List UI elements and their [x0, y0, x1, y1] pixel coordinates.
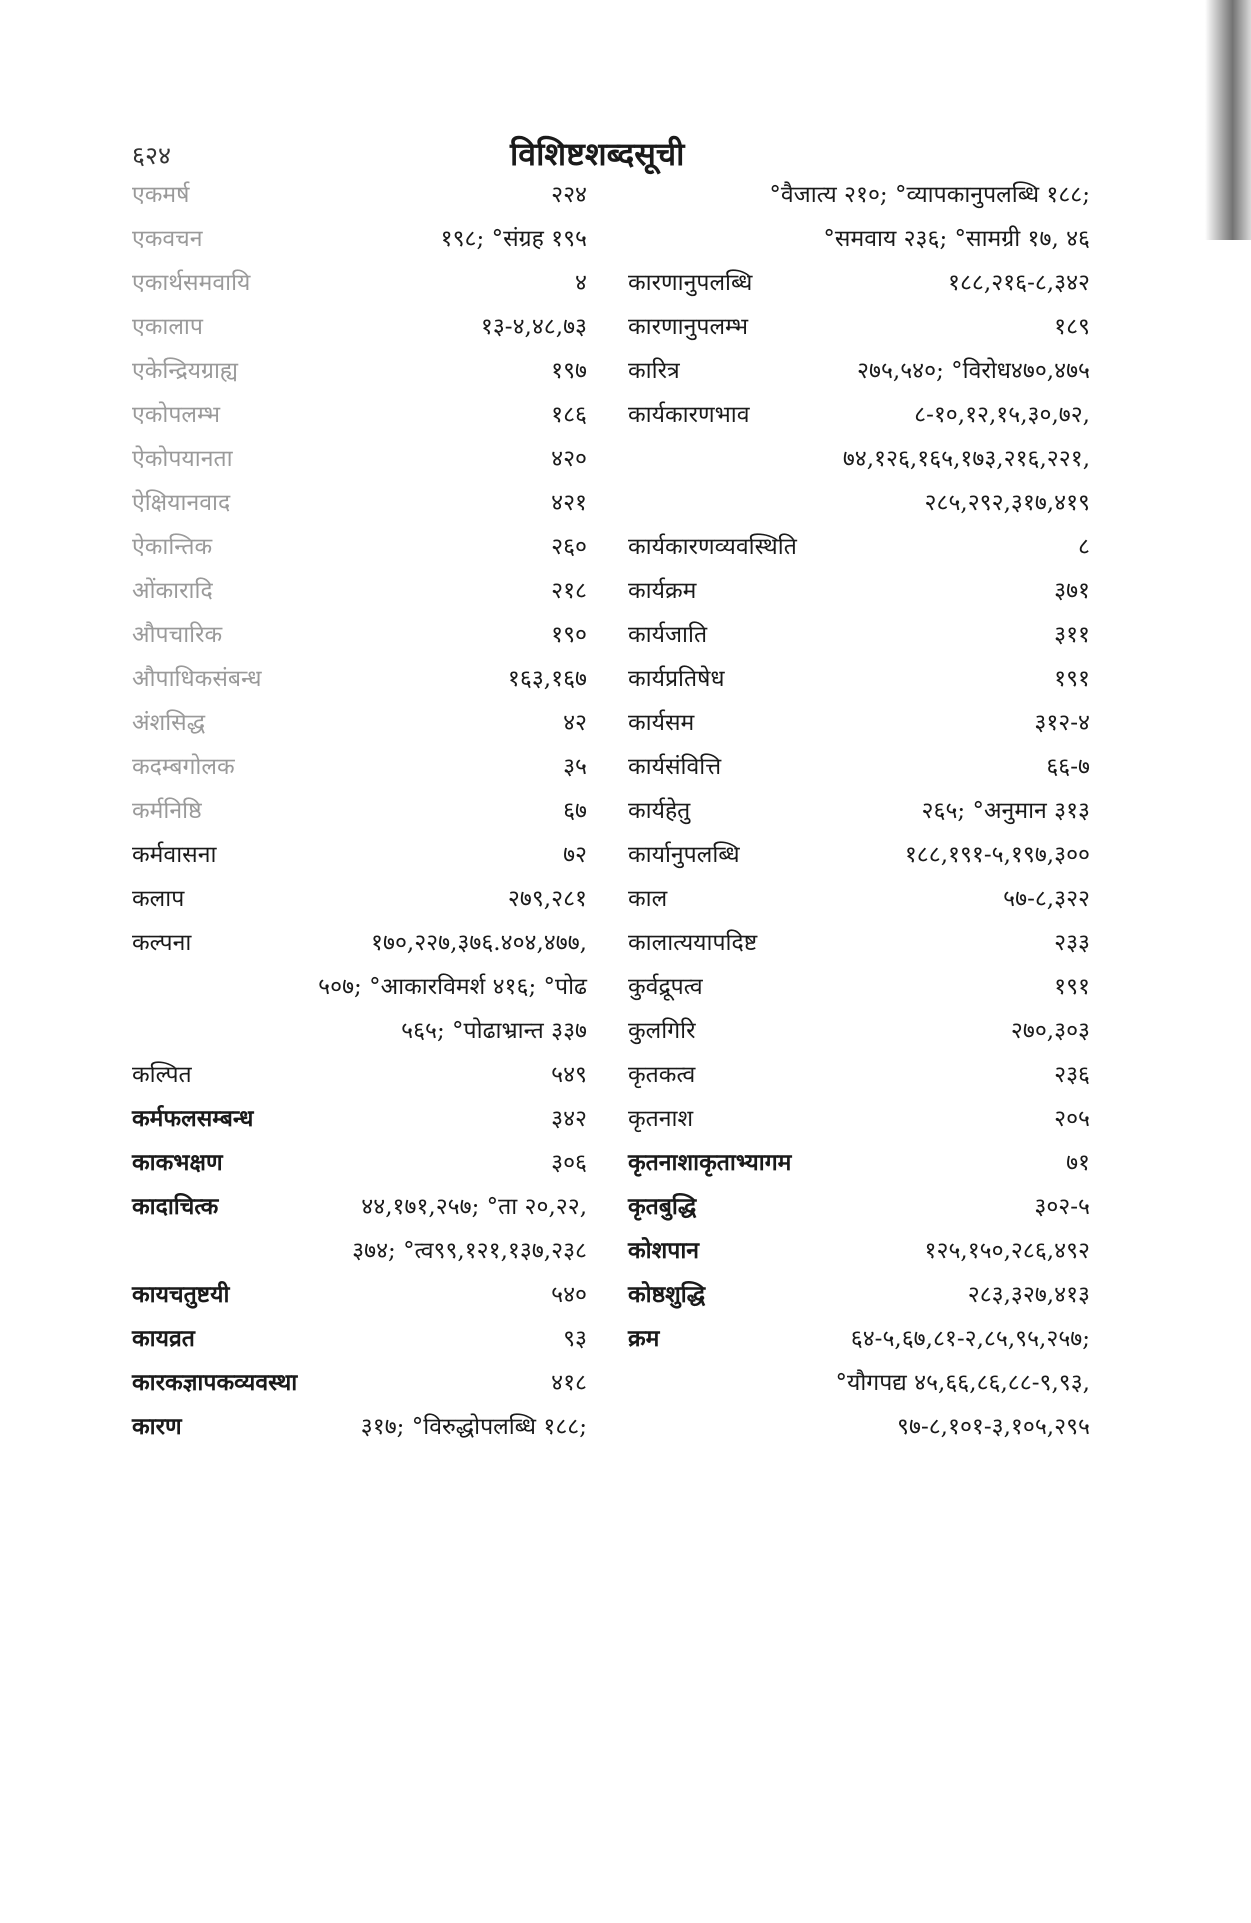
index-refs: २६० — [551, 534, 587, 560]
index-term: कारण — [132, 1413, 182, 1440]
index-refs: ८ — [1078, 534, 1090, 560]
index-term: कायचतुष्टयी — [132, 1281, 230, 1308]
index-refs: २६५; °अनुमान ३१३ — [921, 798, 1090, 824]
index-term: एकेन्द्रियग्राह्य — [132, 358, 239, 384]
index-term: क्रम — [628, 1325, 660, 1352]
index-refs: ४१८ — [551, 1370, 587, 1396]
index-term: कार्यक्रम — [628, 578, 697, 604]
index-refs: ३१७; °विरुद्धोपलब्धि १८८; — [360, 1414, 587, 1440]
index-refs: ६६-७ — [1046, 754, 1090, 780]
scan-edge-mark — [1205, 0, 1251, 240]
index-term: कृतबुद्धि — [628, 1193, 697, 1220]
index-term: कुलगिरि — [628, 1018, 696, 1044]
index-term: एकोपलम्भ — [132, 402, 221, 428]
index-refs: २७५,५४०; °विरोध४७०,४७५ — [857, 358, 1090, 384]
index-term: कार्यहेतु — [628, 798, 691, 824]
index-refs: ३७१ — [1054, 578, 1090, 604]
index-refs: ५७-८,३२२ — [1003, 886, 1090, 912]
index-refs: १९७ — [551, 358, 587, 384]
index-term: औपचारिक — [132, 622, 223, 648]
index-term: कार्यप्रतिषेध — [628, 666, 725, 692]
index-term: काकभक्षण — [132, 1149, 223, 1176]
index-continuation: °समवाय २३६; °सामग्री १७, ४६ — [823, 226, 1090, 252]
index-refs: ३११ — [1054, 622, 1090, 648]
index-refs: ४२० — [551, 446, 587, 472]
index-term: कारणानुपलम्भ — [628, 314, 749, 340]
index-term: कलाप — [132, 886, 185, 912]
index-refs: ८-१०,१२,१५,३०,७२, — [914, 402, 1090, 428]
index-continuation: ३७४; °त्व९९,१२१,१३७,२३८ — [352, 1238, 587, 1264]
index-term: कोष्ठशुद्धि — [628, 1281, 706, 1308]
index-term: अंशसिद्ध — [132, 710, 206, 736]
index-refs: २१८ — [551, 578, 587, 604]
index-term: कादाचित्क — [132, 1193, 219, 1220]
index-term: कार्यजाति — [628, 622, 708, 648]
index-refs: ३१२-४ — [1034, 710, 1090, 736]
index-term: कल्पित — [132, 1062, 192, 1088]
index-term: कदम्बगोलक — [132, 754, 235, 780]
index-refs: १८९ — [1054, 314, 1090, 340]
page-number: ६२४ — [132, 141, 172, 170]
index-term: कारकज्ञापकव्यवस्था — [132, 1369, 298, 1396]
index-refs: १८८,२१६-८,३४२ — [948, 270, 1090, 296]
index-refs: १३-४,४८,७३ — [480, 314, 587, 340]
index-term: कृतकत्व — [628, 1062, 696, 1088]
index-refs: १७०,२२७,३७६.४०४,४७७, — [371, 930, 587, 956]
index-term: कार्यसंवित्ति — [628, 754, 722, 780]
index-continuation: ७४,१२६,१६५,१७३,२१६,२२१, — [842, 446, 1090, 472]
index-refs: ४२१ — [551, 490, 587, 516]
index-refs: १९८; °संग्रह १९५ — [440, 226, 587, 252]
index-refs: ४४,१७१,२५७; °ता २०,२२, — [361, 1194, 587, 1220]
index-term: काल — [628, 886, 668, 912]
index-refs: २२४ — [551, 182, 587, 208]
index-refs: २३६ — [1054, 1062, 1090, 1088]
index-term: कर्मफलसम्बन्ध — [132, 1105, 254, 1132]
index-term: एकार्थसमवायि — [132, 270, 251, 296]
index-refs: ४ — [575, 270, 587, 296]
index-term: एकमर्ष — [132, 182, 190, 208]
index-refs: १९१ — [1054, 666, 1090, 692]
index-term: कार्यकारणव्यवस्थिति — [628, 534, 797, 560]
index-term: कर्मनिष्ठि — [132, 798, 202, 824]
index-term: कोशपान — [628, 1237, 700, 1264]
index-refs: २७०,३०३ — [1010, 1018, 1090, 1044]
index-refs: २७९,२८१ — [507, 886, 587, 912]
index-continuation: °वैजात्य २१०; °व्यापकानुपलब्धि १८८; — [769, 182, 1090, 208]
index-term: कार्यसम — [628, 710, 695, 736]
index-term: ओंकारादि — [132, 578, 213, 604]
index-refs: ६४-५,६७,८१-२,८५,९५,२५७; — [850, 1326, 1090, 1352]
index-continuation: ५६५; °पोढाभ्रान्त ३३७ — [401, 1018, 587, 1044]
index-refs: २८३,३२७,४१३ — [967, 1282, 1090, 1308]
index-term: ऐकान्तिक — [132, 534, 213, 560]
index-refs: ४२ — [563, 710, 587, 736]
index-continuation: ९७-८,१०१-३,१०५,२९५ — [897, 1414, 1090, 1440]
index-term: ऐकोपयानता — [132, 446, 233, 472]
index-refs: ७१ — [1066, 1150, 1090, 1176]
index-refs: ५४९ — [551, 1062, 587, 1088]
index-term: कल्पना — [132, 930, 192, 956]
index-refs: २०५ — [1054, 1106, 1090, 1132]
index-refs: १८६ — [551, 402, 587, 428]
index-refs: १२५,१५०,२८६,४९२ — [924, 1238, 1090, 1264]
index-continuation: २८५,२९२,३१७,४१९ — [924, 490, 1090, 516]
index-refs: १८८,१९१-५,१९७,३०० — [904, 842, 1090, 868]
page-title: विशिष्टशब्दसूची — [510, 135, 685, 173]
index-term: कार्यकारणभाव — [628, 402, 750, 428]
index-refs: ३४२ — [551, 1106, 587, 1132]
index-refs: ७२ — [563, 842, 587, 868]
index-continuation: °यौगपद्य ४५,६६,८६,८८-९,९३, — [835, 1370, 1090, 1396]
index-refs: ३०६ — [551, 1150, 587, 1176]
index-term: ऐक्षियानवाद — [132, 490, 231, 516]
index-refs: १६३,१६७ — [507, 666, 587, 692]
index-term: कारणानुपलब्धि — [628, 270, 753, 296]
index-refs: ९३ — [563, 1326, 587, 1352]
index-refs: ५४० — [551, 1282, 587, 1308]
index-term: कालात्ययापदिष्ट — [628, 930, 758, 956]
index-refs: १९० — [551, 622, 587, 648]
index-term: एकालाप — [132, 314, 203, 340]
index-continuation: ५०७; °आकारविमर्श ४१६; °पोढ — [318, 974, 587, 1000]
index-term: कायव्रत — [132, 1325, 195, 1352]
index-refs: ३०२-५ — [1034, 1194, 1090, 1220]
index-term: एकवचन — [132, 226, 203, 252]
index-refs: ६७ — [563, 798, 587, 824]
index-term: कारित्र — [628, 358, 680, 384]
index-refs: १९१ — [1054, 974, 1090, 1000]
index-refs: ३५ — [563, 754, 587, 780]
index-refs: २३३ — [1054, 930, 1090, 956]
index-term: कर्मवासना — [132, 842, 217, 868]
index-term: कृतनाश — [628, 1106, 694, 1132]
index-term: औपाधिकसंबन्ध — [132, 666, 262, 692]
index-term: कुर्वद्रूपत्व — [628, 974, 703, 1000]
index-term: कार्यानुपलब्धि — [628, 842, 740, 868]
index-term: कृतनाशाकृताभ्यागम — [628, 1149, 792, 1176]
